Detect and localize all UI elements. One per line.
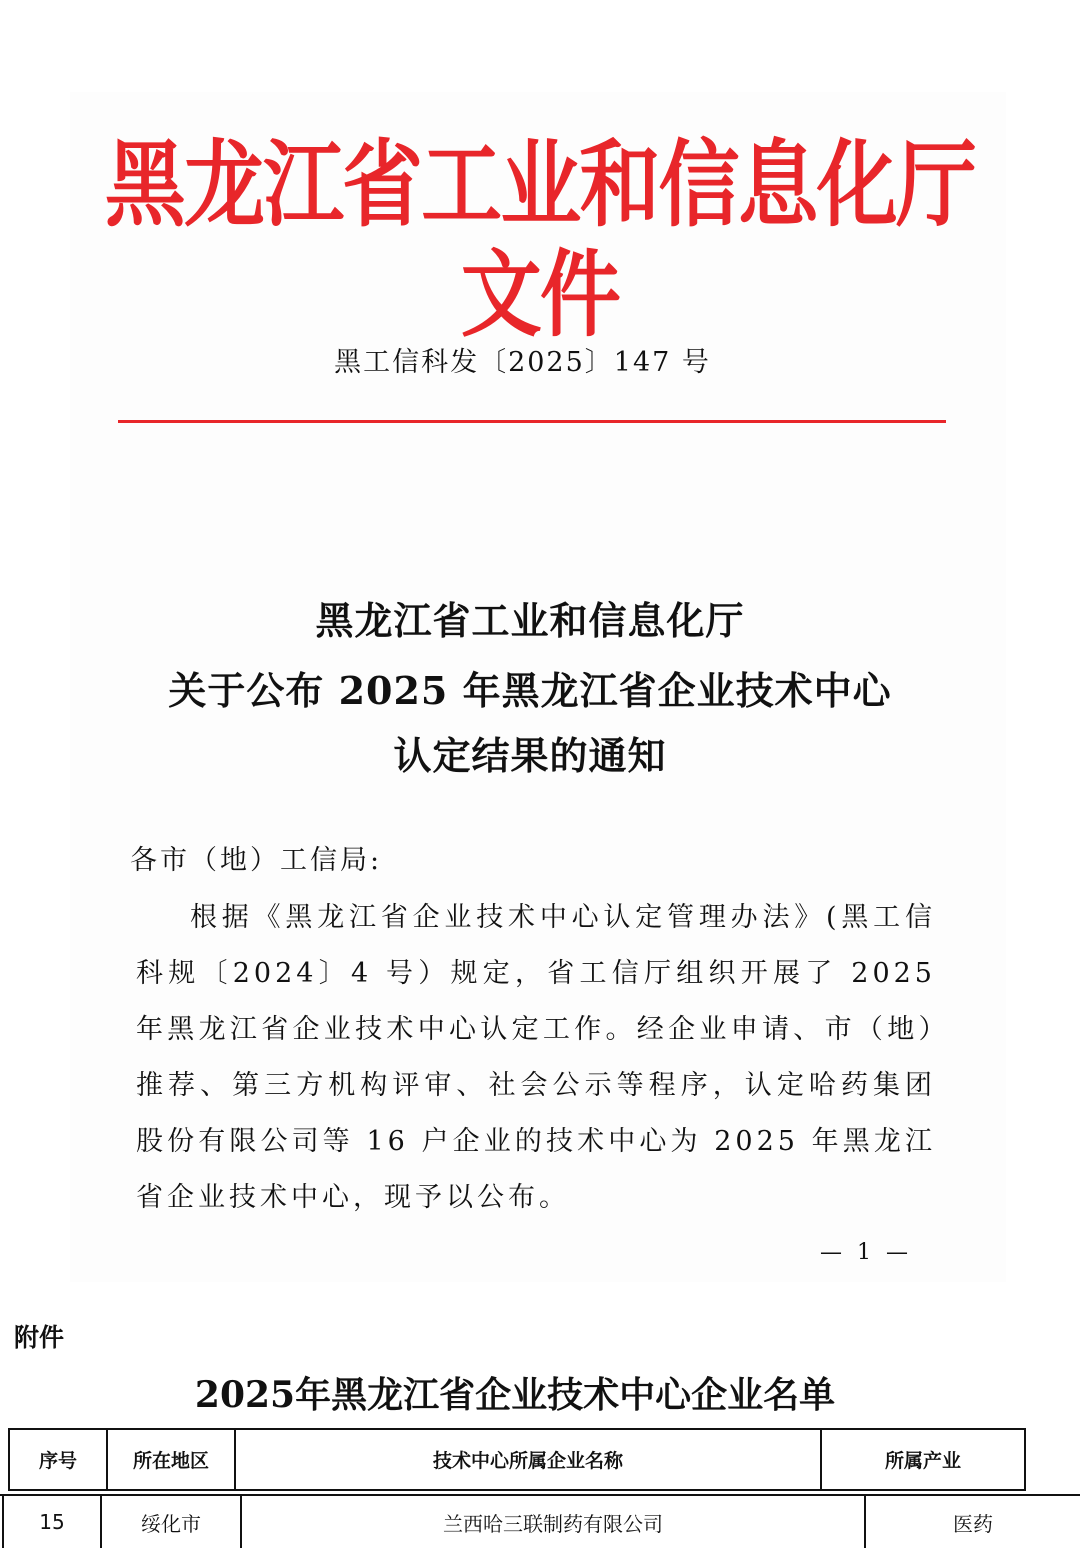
notice-title-line-2: 关于公布 2025 年黑龙江省企业技术中心 — [168, 668, 892, 713]
column-header-company: 技术中心所属企业名称 — [236, 1430, 822, 1489]
notice-title-line-1: 黑龙江省工业和信息化厅 — [315, 598, 745, 643]
annex-label: 附件 — [14, 1323, 65, 1352]
column-header-index: 序号 — [10, 1430, 108, 1489]
red-divider — [118, 420, 946, 423]
page-number: — 1 — — [820, 1240, 912, 1265]
row-index: 15 — [4, 1496, 102, 1548]
row-industry: 医药 — [953, 1511, 993, 1536]
notice-body: 根据《黑龙江省企业技术中心认定管理办法》(黑工信科规〔2024〕4 号）规定，省工信厅组织开展了 2025 年黑龙江省企业技术中心认定工作。经企业申请、市（地）推荐、第三方机构评审、社会公示等程序，认定哈药集团股份有限公司等 16 户企业的技术中心为 2025 年黑龙江省企业技术中心，现予以公布。 — [136, 902, 936, 1213]
salutation: 各市（地）工信局: — [130, 845, 383, 876]
column-header-region: 所在地区 — [108, 1430, 236, 1489]
row-company: 兰西哈三联制药有限公司 — [242, 1496, 866, 1548]
table-row — [0, 1494, 1080, 1548]
table-header-row — [8, 1428, 1026, 1491]
document-number: 黑工信科发〔2025〕147 号 — [334, 347, 711, 378]
column-header-industry: 所属产业 — [884, 1450, 961, 1472]
issuer-title: 黑龙江省工业和信息化厅文件 — [104, 130, 976, 350]
notice-title-line-3: 认定结果的通知 — [393, 733, 667, 778]
row-region: 绥化市 — [102, 1496, 242, 1548]
list-title: 2025年黑龙江省企业技术中心企业名单 — [194, 1374, 836, 1416]
